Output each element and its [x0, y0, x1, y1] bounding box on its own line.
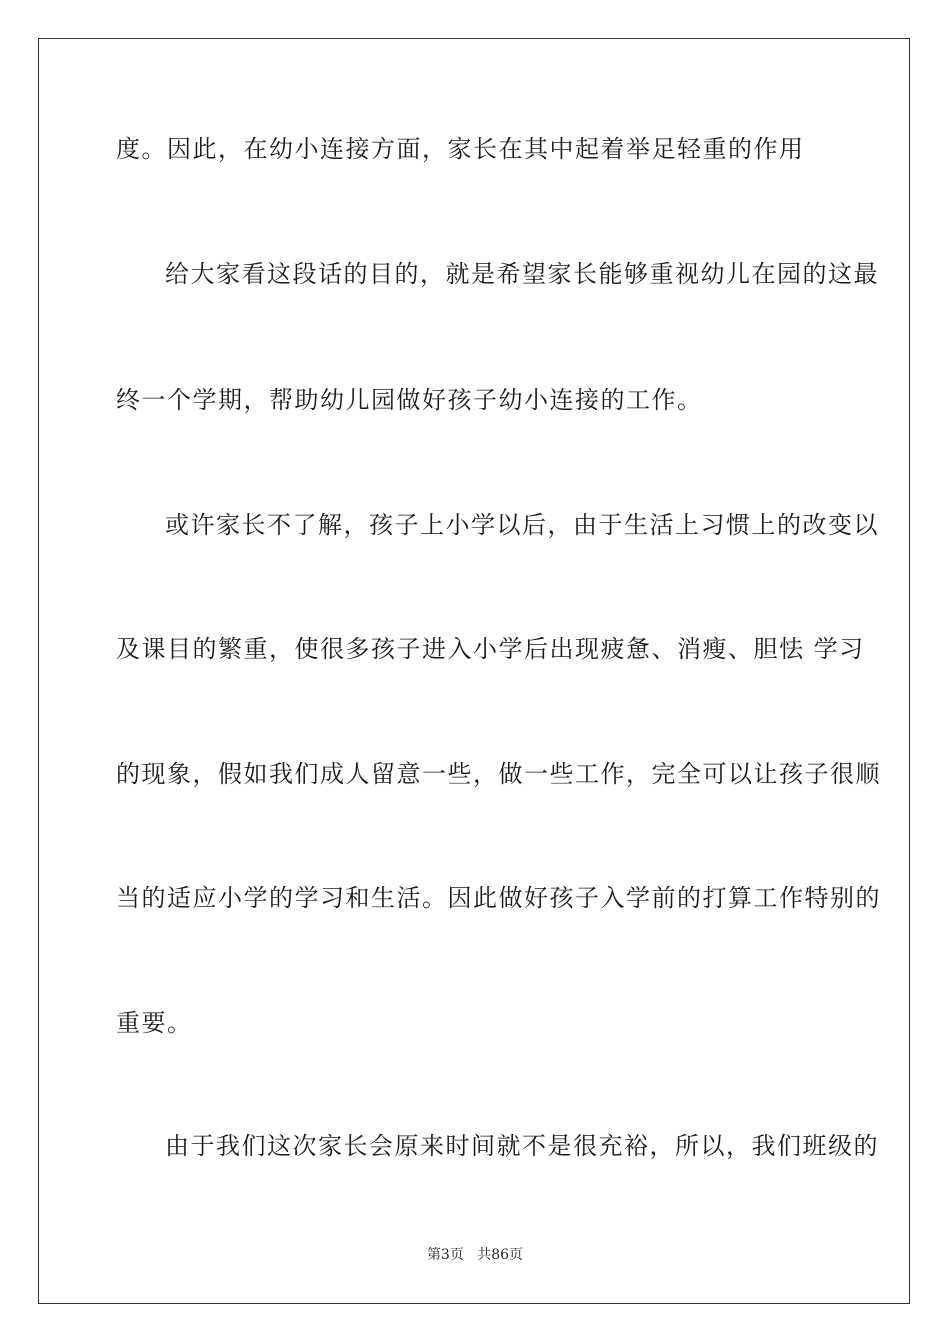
- page-border: [38, 38, 910, 1304]
- text-line-4: 或许家长不了解，孩子上小学以后，由于生活上习惯上的改变以: [165, 511, 879, 539]
- text-line-7: 当的适应小学的学习和生活。因此做好孩子入学前的打算工作特别的: [116, 884, 881, 912]
- text-line-6: 的现象，假如我们成人留意一些，做一些工作，完全可以让孩子很顺: [116, 760, 881, 788]
- text-line-3: 终一个学期，帮助幼儿园做好孩子幼小连接的工作。: [116, 386, 703, 414]
- text-line-9: 由于我们这次家长会原来时间就不是很充裕，所以，我们班级的: [165, 1132, 879, 1160]
- text-line-5: 及课目的繁重，使很多孩子进入小学后出现疲惫、消瘦、胆怯 学习: [116, 635, 865, 663]
- text-line-8: 重要。: [116, 1009, 193, 1037]
- text-line-1: 度。因此，在幼小连接方面，家长在其中起着举足轻重的作用: [116, 135, 805, 163]
- total-pages: 共86页: [477, 1247, 524, 1263]
- page-footer: [0, 1246, 950, 1264]
- text-line-2: 给大家看这段话的目的，就是希望家长能够重视幼儿在园的这最: [165, 260, 879, 288]
- page-number: 第3页: [426, 1247, 464, 1263]
